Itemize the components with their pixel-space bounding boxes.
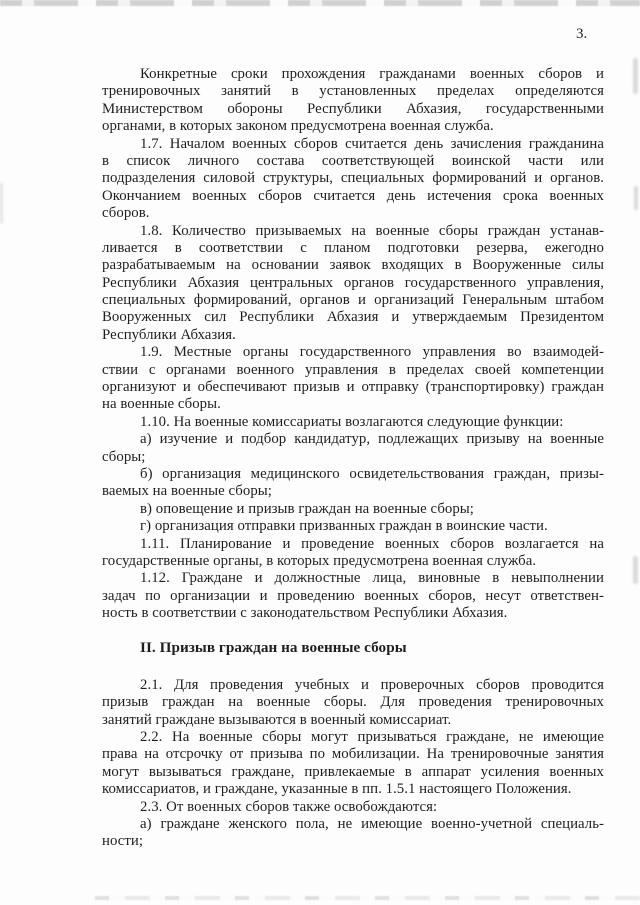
text-line: сборов. (102, 205, 150, 222)
text-line: а) изучение и подбор кандидатур, подлежащих призыву на военные (140, 431, 604, 448)
scan-smudge (633, 58, 638, 94)
text-line: специальных формирований, органов и организаций Генеральным штабом (102, 292, 604, 309)
text-line: 1.8. Количество призываемых на военные сборы граждан устанав- (140, 222, 604, 239)
scan-smudge (0, 182, 3, 224)
text-line: 1.11. Планирование и проведение военных сборов возлагается на (140, 535, 604, 552)
text-line: 2.1. Для проведения учебных и проверочных сборов проводится (140, 676, 604, 693)
text-line: б) организация медицинского освидетельствования граждан, призы- (140, 465, 604, 482)
paragraph (102, 799, 604, 816)
text-line: 1.12. Граждане и должностные лица, виновные в невыполнении (140, 570, 604, 587)
paragraph (102, 518, 604, 535)
text-line: ность в соответствии с законодательством Республики Абхазия. (102, 605, 508, 622)
scan-artifact-top-edge (0, 0, 640, 6)
text-line: призыв граждан на военные сборы. Для проведения тренировочных (102, 694, 604, 711)
text-line: могут вызываться граждане, привлекаемые в аппарат усиления военных (102, 763, 604, 780)
text-line: ваемых на военные сборы; (102, 483, 272, 500)
page-number: 3. (576, 26, 588, 42)
text-line: подразделения силовой структуры, специальных формирований и органов. (102, 170, 604, 187)
paragraph (102, 501, 604, 518)
text-line: на военные сборы. (102, 396, 221, 413)
text-line: 1.10. На военные комиссариаты возлагаются следующие функции: (140, 413, 564, 430)
paragraph (102, 677, 604, 729)
document-body (102, 66, 604, 851)
paragraph (102, 466, 604, 501)
text-line: органами, в которых законом предусмотрена военная служба. (102, 118, 494, 135)
text-line: разрабатываемым на основании заявок входящих в Вооруженные силы (102, 257, 604, 274)
text-line: 1.7. Началом военных сборов считается день зачисления гражданина (140, 135, 604, 152)
text-line: ности; (102, 833, 144, 850)
text-line: ствии с органами военного управления в пределах своей компетенции (102, 361, 604, 378)
text-line: 1.9. Местные органы государственного управления во взаимодей- (140, 344, 604, 361)
section-heading (102, 639, 604, 656)
text-line: организуют и обеспечивают призыв и отправку (транспортировку) граждан (102, 379, 604, 396)
text-line: Окончанием военных сборов считается день истечения срока военных (102, 187, 604, 204)
text-line: задач по организации и проведению военных сборов, несут ответствен- (102, 587, 604, 604)
text-line: 2.3. От военных сборов также освобождаются: (140, 798, 438, 815)
paragraph (102, 414, 604, 431)
text-line: Конкретные сроки прохождения гражданами военных сборов и (140, 66, 604, 82)
text-line: Вооруженных сил Республики Абхазия и утверждаемым Президентом (102, 309, 604, 326)
text-line: а) граждане женского пола, не имеющие военно-учетной специаль- (140, 816, 604, 833)
scan-smudge (634, 186, 638, 210)
text-line: государственные органы, в которых предусмотрена военная служба. (102, 552, 537, 569)
paragraph (102, 344, 604, 414)
paragraph (102, 816, 604, 851)
paragraph (102, 729, 604, 799)
text-line: ливается в соответствии с планом подготовки резерва, ежегодно (102, 239, 604, 256)
text-line: права на отсрочку от призыва по мобилизации. На тренировочные занятия (102, 746, 604, 763)
paragraph (102, 536, 604, 571)
paragraph (102, 136, 604, 223)
scan-smudge (633, 556, 638, 584)
text-line: в список личного состава соответствующей воинской части или (102, 152, 604, 169)
paragraph (102, 66, 604, 136)
text-line: занятий граждане вызываются в военный комиссариат. (102, 711, 452, 728)
scan-artifact-bottom-edge (95, 896, 640, 900)
text-line: Министерством обороны Республики Абхазия, государственными (102, 100, 604, 117)
text-line: 2.2. На военные сборы могут призываться граждане, не имеющие (140, 729, 604, 746)
heading-line: II. Призыв граждан на военные сборы (140, 638, 407, 656)
text-line: г) организация отправки призванных граждан в воинские части. (140, 518, 548, 535)
text-line: тренировочных занятий в установленных пределах определяются (102, 83, 604, 100)
text-line: Республики Абхазия центральных органов государственного управления, (102, 274, 604, 291)
paragraph (102, 223, 604, 345)
text-line: сборы; (102, 448, 146, 465)
text-line: Республики Абхазия. (102, 326, 236, 343)
paragraph (102, 431, 604, 466)
text-line: в) оповещение и призыв граждан на военные сборы; (140, 500, 474, 517)
text-line: комиссариатов, и граждане, указанные в пп. 1.5.1 настоящего Положения. (102, 781, 572, 798)
paragraph (102, 570, 604, 622)
